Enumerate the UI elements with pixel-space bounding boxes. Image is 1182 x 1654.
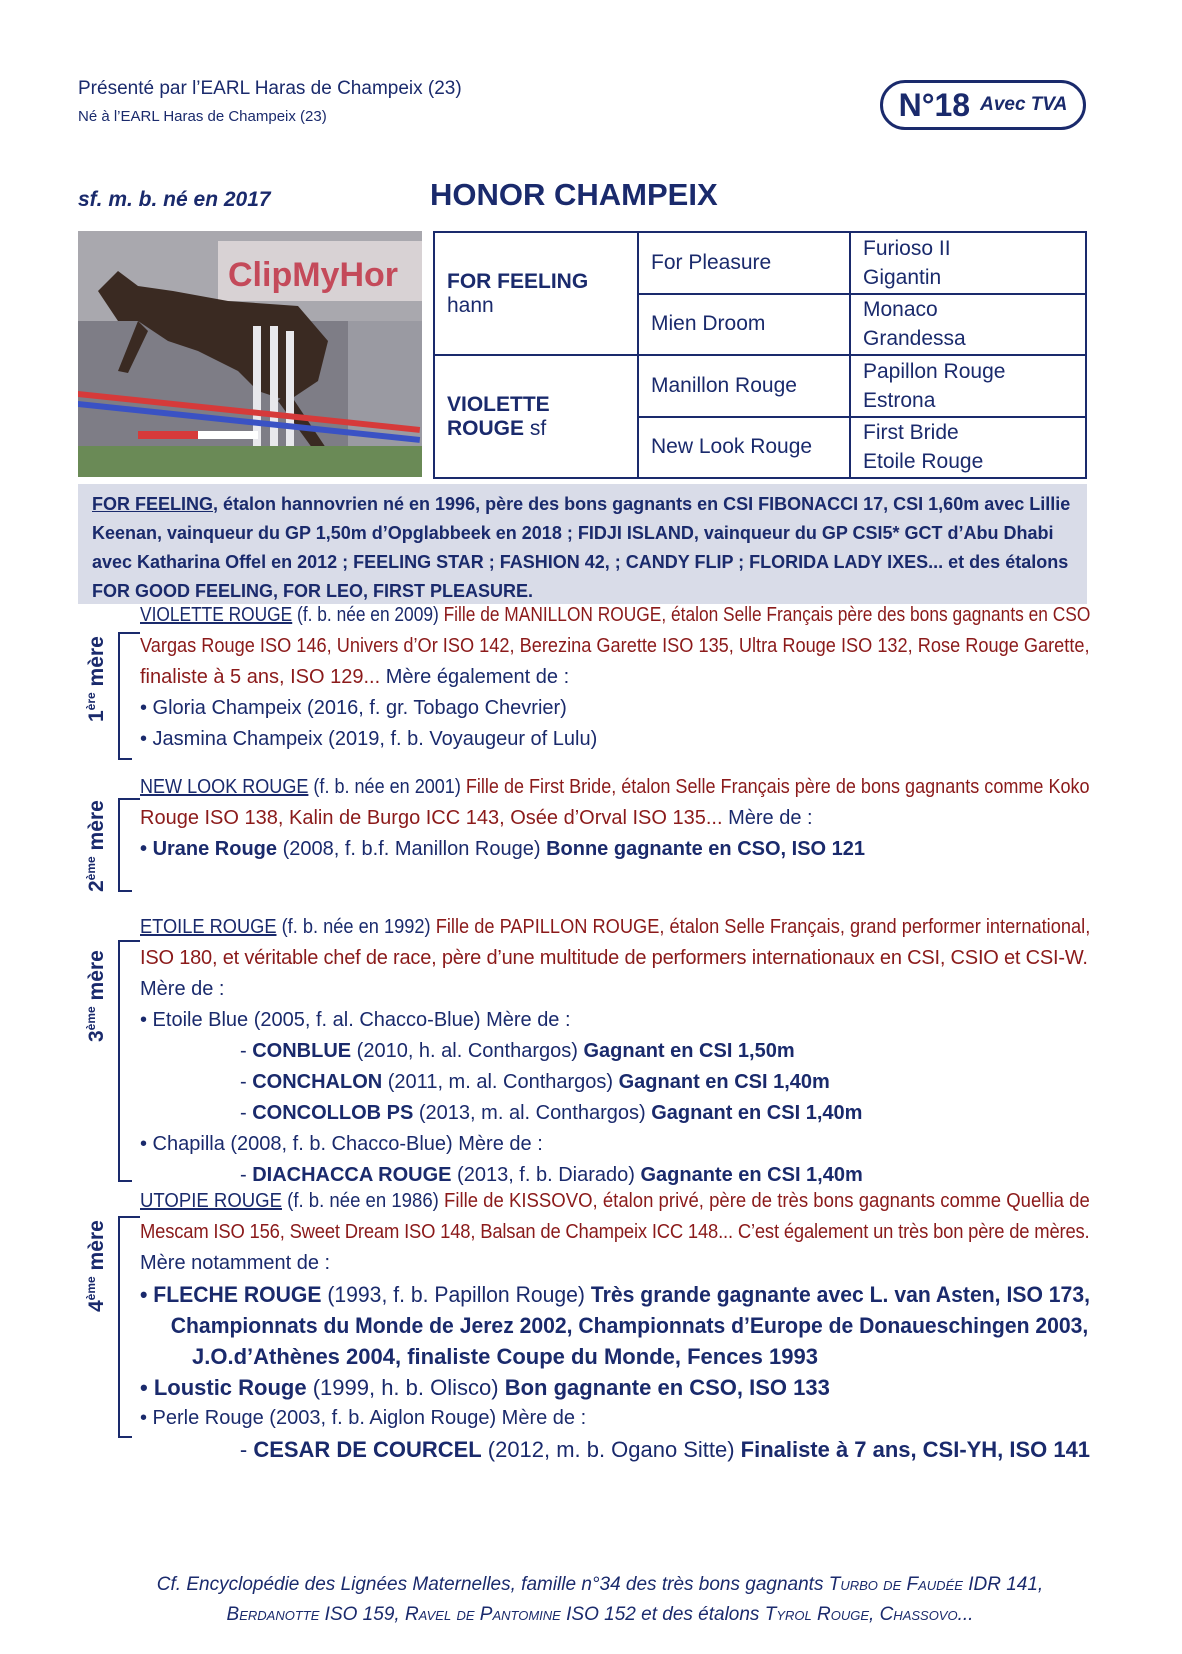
- ggp-name: Etoile Rouge: [863, 450, 984, 474]
- first-dam-born: (f. b. née en 2009): [292, 604, 439, 626]
- offspring-result: Très grande gagnante avec L. van Asten, ISO 173,: [590, 1282, 1090, 1307]
- second-dam-born: (f. b. née en 2001): [308, 776, 461, 798]
- offspring-result: J.O.d’Athènes 2004, finaliste Coupe du Monde, Fences 1993: [192, 1344, 818, 1369]
- footer-text: Chassovo: [879, 1604, 958, 1625]
- footer-text: ISO 152 et des étalons: [560, 1604, 765, 1625]
- horse-name: HONOR CHAMPEIX: [430, 177, 718, 212]
- footer-text: ISO 159,: [319, 1604, 405, 1625]
- offspring-detail: (2010, h. al. Conthargos): [351, 1040, 584, 1062]
- offspring-name: • FLECHE ROUGE: [140, 1282, 322, 1307]
- ggp-name: Gigantin: [863, 265, 942, 289]
- dam-name: VIOLETTE ROUGE: [447, 392, 550, 440]
- footer-text: ,: [869, 1604, 880, 1625]
- ggp-cell-2: [850, 294, 1086, 356]
- third-dam-born: (f. b. née en 1992): [276, 916, 431, 938]
- footer-text: Tyrol Rouge: [764, 1604, 870, 1625]
- dash: -: [240, 1040, 253, 1062]
- list-item: [140, 1372, 1090, 1403]
- list-item: [140, 1036, 1090, 1067]
- fourth-dam-text: Mescam ISO 156, Sweet Dream ISO 148, Balsan de Champeix ICC 148... C’est également un très bon père de mères.: [140, 1221, 1090, 1243]
- sire-info-line: avec Katharina Offel en 2012 ; FEELING STAR ; FASHION 42, ; CANDY FLIP ; FLORIDA LADY IXES... et des étalons: [92, 552, 1069, 572]
- third-dam-section: [140, 912, 1090, 1191]
- offspring-detail: (2011, m. al. Conthargos): [382, 1071, 619, 1093]
- list-item: [140, 834, 1090, 865]
- dam-breed: sf: [529, 416, 547, 440]
- first-dam-text: Fille de MANILLON ROUGE, étalon Selle Français père des bons gagnants en CSO: [438, 604, 1091, 626]
- offspring-result: Gagnant en CSI 1,50m: [583, 1040, 795, 1062]
- footer-text: Berdanotte: [226, 1604, 320, 1625]
- first-dam-section: [140, 600, 1090, 755]
- label-num: 2: [85, 880, 108, 892]
- third-dam-bracket: [118, 940, 140, 1180]
- fourth-dam-text: Mère notamment de :: [140, 1252, 331, 1274]
- ggp-name: First Bride: [863, 421, 959, 445]
- offspring-detail: (2008, f. b.f. Manillon Rouge): [277, 838, 547, 860]
- offspring-name: CONCHALON: [252, 1071, 383, 1093]
- vat-label: Avec TVA: [980, 94, 1068, 115]
- sire-info-line: [92, 490, 1073, 519]
- third-dam-text: Mère de :: [140, 978, 225, 1000]
- list-item: • Perle Rouge (2003, f. b. Aiglon Rouge) Mère de :: [140, 1407, 587, 1429]
- bullet: •: [140, 838, 153, 860]
- presenter-line: Présenté par l’EARL Haras de Champeix (23): [78, 78, 462, 99]
- list-item: • Etoile Blue (2005, f. al. Chacco-Blue) Mère de :: [140, 1009, 571, 1031]
- second-dam-text: Fille de First Bride, étalon Selle Français père de bons gagnants comme Koko: [460, 776, 1090, 798]
- second-dam-text: Rouge ISO 138, Kalin de Burgo ICC 143, Osée d’Orval ISO 135...: [140, 807, 723, 829]
- offspring-result: Championnats du Monde de Jerez 2002, Championnats d’Europe de Donaueschingen 2003,: [170, 1313, 1089, 1338]
- label-num: 1: [85, 710, 108, 722]
- third-dam-name: ETOILE ROUGE: [140, 916, 277, 938]
- label-sup: ère: [84, 692, 98, 711]
- offspring-name: • Loustic Rouge: [140, 1375, 307, 1400]
- offspring-name: CONCOLLOB PS: [252, 1102, 414, 1124]
- footer-note: [100, 1570, 1100, 1630]
- second-dam-section: [140, 772, 1090, 865]
- sire-dam: Mien Droom: [638, 294, 850, 356]
- label-sup: ème: [84, 1006, 98, 1031]
- offspring-name: CESAR DE COURCEL: [253, 1437, 482, 1462]
- fourth-dam-bracket: [118, 1216, 140, 1436]
- second-dam-text: Mère de :: [722, 807, 813, 829]
- offspring-result: Finaliste à 7 ans, CSI-YH, ISO 141: [740, 1437, 1091, 1462]
- footer-text: IDR 141,: [962, 1574, 1044, 1595]
- footer-line: [100, 1600, 1100, 1630]
- fourth-dam-label: [84, 1220, 109, 1312]
- label-sup: ème: [84, 856, 98, 881]
- ggp-cell-3: [850, 355, 1086, 417]
- footer-text: Cf. Encyclopédie des Lignées Maternelles, famille n°34 des très bons gagnants: [156, 1574, 829, 1595]
- dash: -: [239, 1437, 254, 1462]
- footer-text: Turbo de Faudée: [828, 1574, 963, 1595]
- first-dam-bracket: [118, 632, 140, 758]
- offspring-name: DIACHACCA ROUGE: [252, 1164, 452, 1186]
- third-dam-text: ISO 180, et véritable chef de race, père d’une multitude de performers internationaux en CSI, CSIO et CSI-W.: [140, 947, 1088, 969]
- sire-info-lead: FOR FEELING,: [92, 494, 218, 514]
- second-dam-name: NEW LOOK ROUGE: [140, 776, 309, 798]
- dash: -: [240, 1102, 253, 1124]
- label-word: mère: [85, 800, 108, 857]
- first-dam-name: VIOLETTE ROUGE: [140, 604, 293, 626]
- horse-description: sf. m. b. né en 2017: [78, 188, 271, 211]
- photo-banner-text: ClipMyHor: [228, 256, 398, 294]
- label-sup: ème: [84, 1276, 98, 1301]
- offspring-result: Bonne gagnante en CSO, ISO 121: [546, 838, 866, 860]
- label-num: 4: [85, 1300, 108, 1312]
- dash: -: [240, 1164, 253, 1186]
- list-item: [140, 1067, 1090, 1098]
- offspring-result: Gagnante en CSI 1,40m: [640, 1164, 863, 1186]
- offspring-detail: (2013, m. al. Conthargos): [413, 1102, 652, 1124]
- first-dam-text: Vargas Rouge ISO 146, Univers d’Or ISO 142, Berezina Garette ISO 135, Ultra Rouge ISO 132, Rose Rouge Garette,: [140, 635, 1090, 657]
- ggp-name: Monaco: [863, 298, 938, 322]
- sire-cell: [434, 232, 638, 355]
- offspring-detail: (1999, h. b. Olisco): [306, 1375, 505, 1400]
- dam-sire: Manillon Rouge: [638, 355, 850, 417]
- second-dam-label: [84, 800, 109, 892]
- list-item: [140, 1098, 1090, 1129]
- label-word: mère: [85, 950, 108, 1007]
- offspring-detail: (2013, f. b. Diarado): [451, 1164, 641, 1186]
- dash: -: [240, 1071, 253, 1093]
- offspring-result: Gagnant en CSI 1,40m: [618, 1071, 830, 1093]
- birthplace-line: Né à l’EARL Haras de Champeix (23): [78, 108, 327, 125]
- first-dam-text: finaliste à 5 ans, ISO 129...: [140, 666, 381, 688]
- list-item: [140, 1434, 1089, 1465]
- ggp-name: Furioso II: [863, 236, 951, 260]
- fourth-dam-section: [140, 1186, 1090, 1465]
- pedigree-table: [433, 231, 1087, 479]
- ggp-cell-1: [850, 232, 1086, 294]
- ggp-name: Papillon Rouge: [863, 359, 1006, 383]
- sire-info-line: FOR GOOD FEELING, FOR LEO, FIRST PLEASURE.: [92, 581, 534, 601]
- footer-text: ...: [957, 1604, 974, 1625]
- third-dam-label: [84, 950, 109, 1042]
- offspring-result: Bon gagnante en CSO, ISO 133: [504, 1375, 830, 1400]
- lot-badge: [880, 80, 1086, 130]
- sire-name: FOR FEELING: [447, 269, 589, 293]
- sire-info-text: étalon hannovrien né en 1996, père des bons gagnants en CSI FIBONACCI 17, CSI 1,60m avec Lillie: [218, 494, 1071, 514]
- fourth-dam-name: UTOPIE ROUGE: [140, 1190, 282, 1212]
- third-dam-text: Fille de PAPILLON ROUGE, étalon Selle Français, grand performer international,: [430, 916, 1091, 938]
- label-word: mère: [85, 1220, 108, 1277]
- first-dam-text: Mère également de :: [380, 666, 570, 688]
- fourth-dam-born: (f. b. née en 1986): [281, 1190, 439, 1212]
- ggp-name: Grandessa: [863, 327, 966, 351]
- list-item: • Gloria Champeix (2016, f. gr. Tobago Chevrier): [140, 697, 567, 719]
- horse-photo: [78, 231, 422, 477]
- fourth-dam-text: Fille de KISSOVO, étalon privé, père de très bons gagnants comme Quellia de: [438, 1190, 1090, 1212]
- label-num: 3: [85, 1030, 108, 1042]
- list-item: • Chapilla (2008, f. b. Chacco-Blue) Mère de :: [140, 1133, 543, 1155]
- offspring-detail: (2012, m. b. Ogano Sitte): [481, 1437, 741, 1462]
- list-item: [140, 1279, 1090, 1310]
- sire-breed: hann: [447, 293, 494, 317]
- offspring-detail: (1993, f. b. Papillon Rouge): [321, 1282, 591, 1307]
- footer-text: Ravel de Pantomine: [404, 1604, 561, 1625]
- ggp-name: Estrona: [863, 388, 936, 412]
- offspring-name: Urane Rouge: [152, 838, 278, 860]
- offspring-result: Gagnant en CSI 1,40m: [651, 1102, 863, 1124]
- sire-info-line: Keenan, vainqueur du GP 1,50m d’Opglabbeek en 2018 ; FIDJI ISLAND, vainqueur du GP CSI5* GCT d’Abu Dhabi: [92, 523, 1054, 543]
- first-dam-label: [84, 636, 109, 722]
- offspring-name: CONBLUE: [252, 1040, 352, 1062]
- second-dam-bracket: [118, 798, 140, 890]
- sire-info-box: [78, 484, 1087, 604]
- footer-line: [100, 1570, 1100, 1600]
- dam-cell: [434, 355, 638, 478]
- lot-number: N°18: [898, 86, 971, 123]
- ggp-cell-4: [850, 417, 1086, 479]
- dam-dam: New Look Rouge: [638, 417, 850, 479]
- label-word: mère: [85, 636, 108, 693]
- list-item: • Jasmina Champeix (2019, f. b. Voyaugeur of Lulu): [140, 728, 598, 750]
- sire-sire: For Pleasure: [638, 232, 850, 294]
